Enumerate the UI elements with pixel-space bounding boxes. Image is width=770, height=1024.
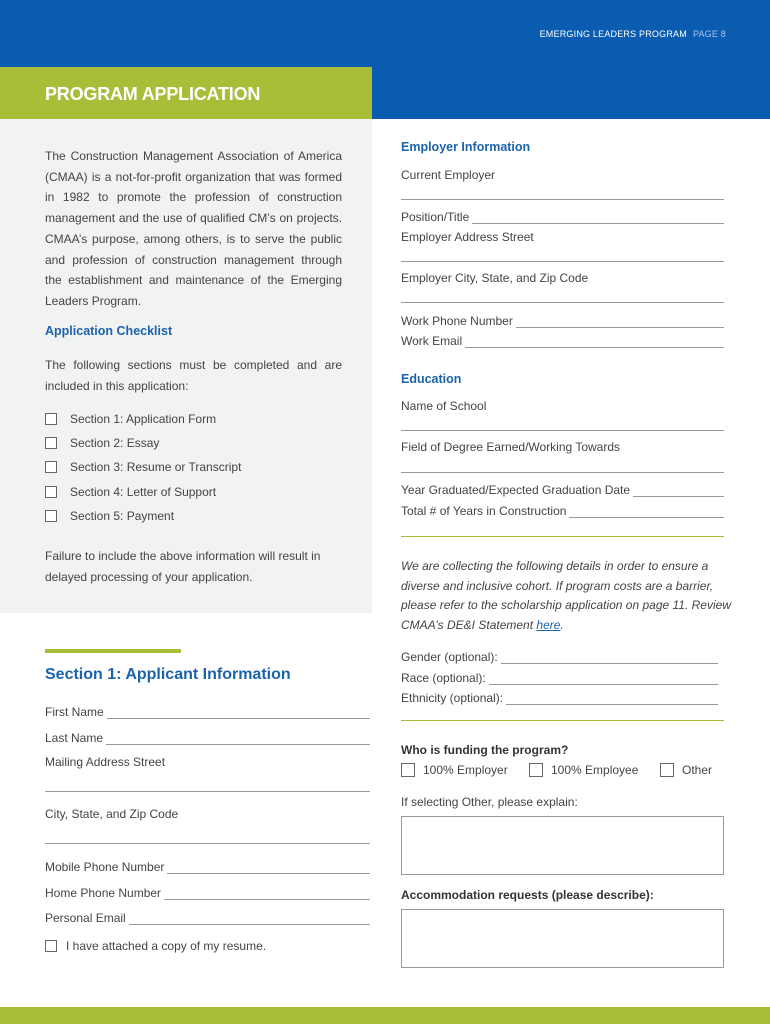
employer-address-label: Employer Address Street xyxy=(401,230,534,244)
city-label: City, State, and Zip Code xyxy=(45,807,179,821)
field-label: Race (optional): xyxy=(401,671,486,685)
checkbox[interactable] xyxy=(45,486,57,498)
gender-field[interactable] xyxy=(401,648,718,664)
checklist-item[interactable] xyxy=(45,484,216,500)
title-band xyxy=(0,67,372,119)
field-line[interactable] xyxy=(107,708,370,719)
race-field[interactable] xyxy=(401,669,718,685)
page-title: PROGRAM APPLICATION xyxy=(45,84,261,104)
last-name-field[interactable] xyxy=(45,729,370,745)
current-employer-line[interactable] xyxy=(401,199,724,200)
work-phone-field[interactable] xyxy=(401,312,724,328)
funding-option-employee[interactable] xyxy=(529,763,638,777)
explain-textbox[interactable] xyxy=(401,816,724,875)
field-line[interactable] xyxy=(465,337,724,348)
resume-attached[interactable] xyxy=(45,938,266,954)
footer-band xyxy=(0,1007,770,1024)
education-heading: Education xyxy=(401,372,462,386)
checkbox[interactable] xyxy=(660,763,674,777)
field-line[interactable] xyxy=(164,889,370,900)
checklist-heading: Application Checklist xyxy=(45,324,173,338)
home-phone-field[interactable] xyxy=(45,884,370,900)
field-line[interactable] xyxy=(516,317,724,328)
page-number: PAGE 8 xyxy=(692,29,726,39)
field-line[interactable] xyxy=(569,507,724,518)
diversity-note-text: We are collecting the following details in order to ensure a diverse and inclusive cohort. If program costs are a barrier, please refer to the scholarship application on page 11. Review CMAA’s DE&I Statement xyxy=(401,559,731,632)
mailing-address-label: Mailing Address Street xyxy=(45,755,166,769)
checkbox[interactable] xyxy=(45,510,57,522)
field-label: Last Name xyxy=(45,731,104,745)
field-label: Total # of Years in Construction xyxy=(401,504,567,518)
field-label: Ethnicity (optional): xyxy=(401,691,504,705)
personal-email-field[interactable] xyxy=(45,909,370,925)
field-line[interactable] xyxy=(501,653,718,664)
checkbox[interactable] xyxy=(529,763,543,777)
option-label: 100% Employer xyxy=(423,763,508,777)
green-divider xyxy=(401,536,724,537)
header-meta xyxy=(540,29,726,39)
checklist-item[interactable] xyxy=(45,435,159,451)
current-employer-label: Current Employer xyxy=(401,168,496,182)
accommodation-textbox[interactable] xyxy=(401,909,724,968)
field-label: Position/Title xyxy=(401,210,470,224)
degree-line[interactable] xyxy=(401,472,724,473)
degree-label: Field of Degree Earned/Working Towards xyxy=(401,440,620,454)
years-construction-field[interactable] xyxy=(401,502,724,518)
checklist-item[interactable] xyxy=(45,411,216,427)
checklist-warning: Failure to include the above information will result in delayed processing of your application. xyxy=(45,549,321,584)
mobile-phone-field[interactable] xyxy=(45,858,370,874)
dei-statement-link[interactable]: here xyxy=(536,617,561,632)
position-field[interactable] xyxy=(401,208,724,224)
city-line[interactable] xyxy=(45,843,370,844)
field-line[interactable] xyxy=(167,863,370,874)
mailing-address-line[interactable] xyxy=(45,791,370,792)
field-label: Year Graduated/Expected Graduation Date xyxy=(401,483,631,497)
field-label: Mobile Phone Number xyxy=(45,860,165,874)
checkbox[interactable] xyxy=(45,940,57,952)
field-line[interactable] xyxy=(106,734,370,745)
diversity-note-end: . xyxy=(560,617,564,632)
field-label: Personal Email xyxy=(45,911,126,925)
work-email-field[interactable] xyxy=(401,332,724,348)
checklist-item[interactable] xyxy=(45,508,174,524)
resume-label: I have attached a copy of my resume. xyxy=(66,939,267,953)
field-label: Gender (optional): xyxy=(401,650,498,664)
field-line[interactable] xyxy=(129,914,370,925)
section-divider xyxy=(45,649,181,653)
checklist-intro: The following sections must be completed and are included in this application: xyxy=(45,358,342,393)
checkbox[interactable] xyxy=(45,461,57,473)
funding-option-employer[interactable] xyxy=(401,763,508,777)
first-name-field[interactable] xyxy=(45,703,370,719)
school-label: Name of School xyxy=(401,399,487,413)
field-label: Work Phone Number xyxy=(401,314,513,328)
checklist-label: Section 2: Essay xyxy=(70,436,160,450)
school-line[interactable] xyxy=(401,430,724,431)
graduation-year-field[interactable] xyxy=(401,481,724,497)
diversity-note xyxy=(401,557,731,635)
ethnicity-field[interactable] xyxy=(401,689,718,705)
program-name: EMERGING LEADERS PROGRAM xyxy=(539,29,687,39)
field-label: Work Email xyxy=(401,334,463,348)
field-line[interactable] xyxy=(489,674,718,685)
funding-heading: Who is funding the program? xyxy=(401,743,569,757)
field-label: First Name xyxy=(45,705,104,719)
employer-city-label: Employer City, State, and Zip Code xyxy=(401,271,589,285)
field-label: Home Phone Number xyxy=(45,886,162,900)
checklist-label: Section 4: Letter of Support xyxy=(70,485,217,499)
checklist-label: Section 1: Application Form xyxy=(70,412,217,426)
checklist-item[interactable] xyxy=(45,459,241,475)
employer-heading: Employer Information xyxy=(401,140,531,154)
option-label: Other xyxy=(682,763,713,777)
section1-title: Section 1: Applicant Information xyxy=(45,666,291,683)
funding-option-other[interactable] xyxy=(660,763,712,777)
field-line[interactable] xyxy=(633,486,724,497)
checkbox[interactable] xyxy=(45,437,57,449)
checklist-label: Section 3: Resume or Transcript xyxy=(70,460,242,474)
employer-address-line[interactable] xyxy=(401,261,724,262)
employer-city-line[interactable] xyxy=(401,302,724,303)
checkbox[interactable] xyxy=(45,413,57,425)
checklist-label: Section 5: Payment xyxy=(70,509,175,523)
explain-label: If selecting Other, please explain: xyxy=(401,795,578,809)
option-label: 100% Employee xyxy=(551,763,639,777)
field-line[interactable] xyxy=(472,213,724,224)
accommodation-heading: Accommodation requests (please describe): xyxy=(401,888,654,902)
green-divider xyxy=(401,720,724,721)
field-line[interactable] xyxy=(506,694,718,705)
intro-text: The Construction Management Association of America (CMAA) is a not-for-profit organization that was formed in 1982 to promote the profession of construction management and the use of qualified CM’s on projects. CMAA’s purpose, among others, is to serve the public and profession of construction management through the establishment and maintenance of the Emerging Leaders Program. xyxy=(45,149,342,308)
checkbox[interactable] xyxy=(401,763,415,777)
